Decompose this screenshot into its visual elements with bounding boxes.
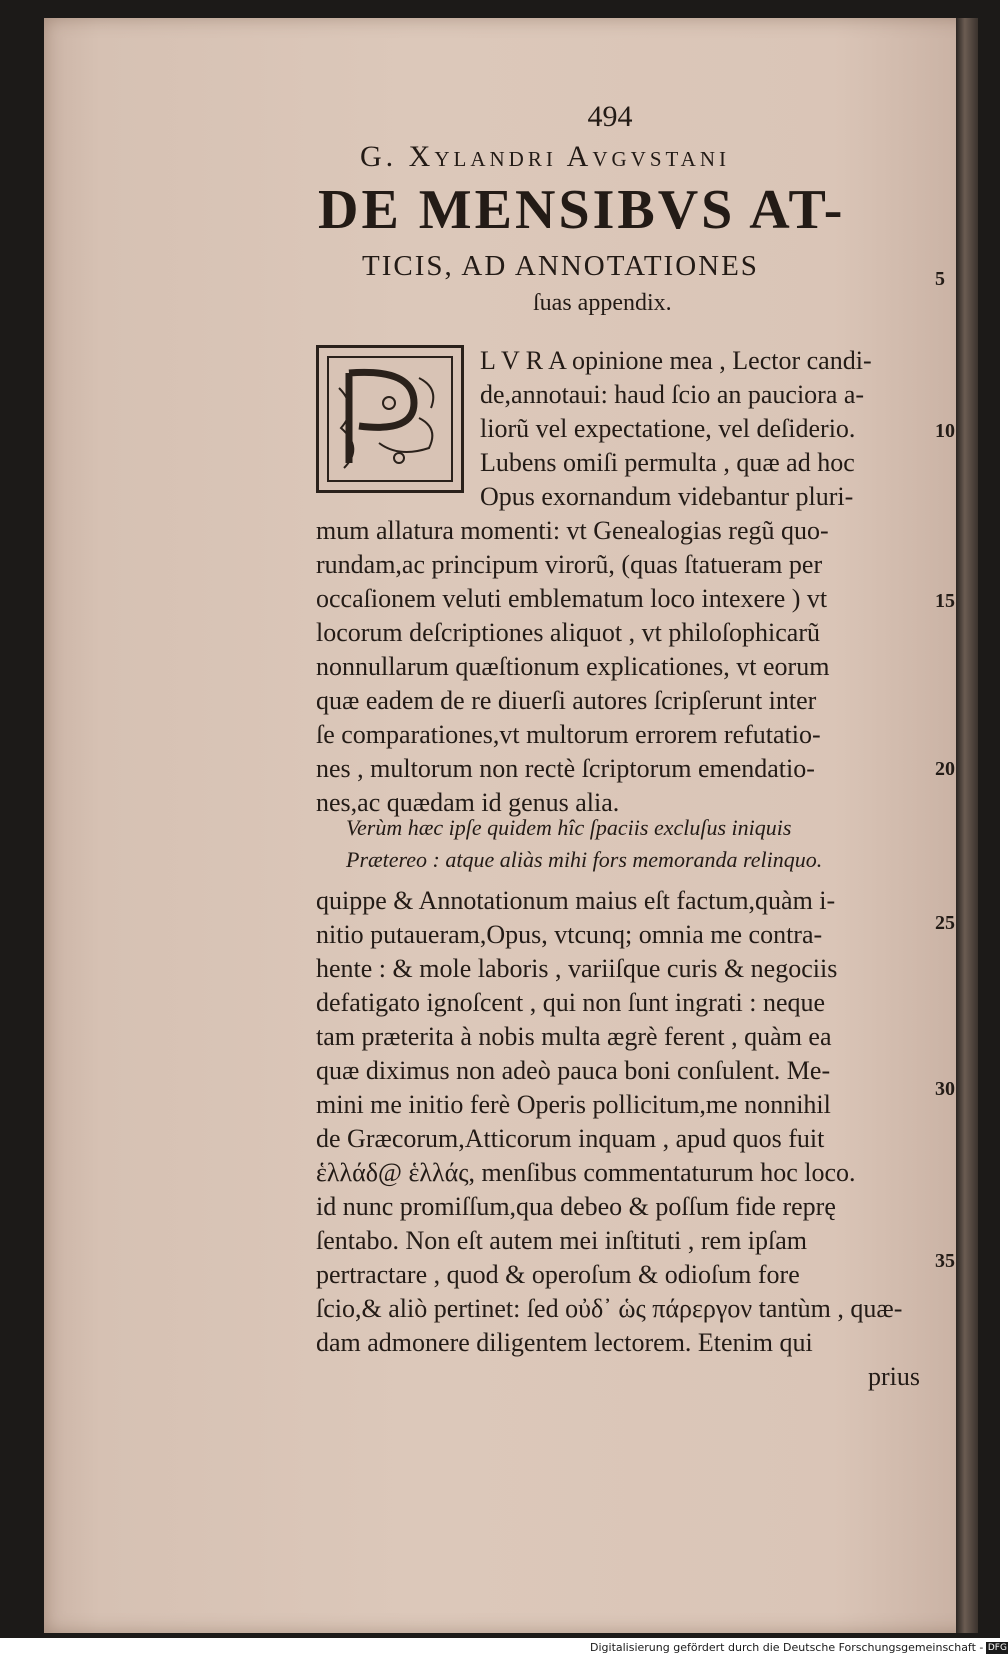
text-line: mini me initio ferè Operis pollicitum,me nonnihil: [316, 1090, 831, 1119]
text-line: pertractare , quod & operoſum & odioſum fore: [316, 1260, 800, 1289]
text-line: Lubens omiſi permulta , quæ ad hoc: [480, 448, 855, 477]
text-line: hente : & mole laboris , variiſque curis & negociis: [316, 954, 838, 983]
text-line: mum allatura momenti: vt Genealogias regũ quo-: [316, 516, 829, 545]
text-line: ſcio,& aliò pertinet: ſed οὐδ᾽ ὡς πάρεργον tantùm , quæ-: [316, 1294, 903, 1323]
credit-text: Digitalisierung gefördert durch die Deutsche Forschungsgemeinschaft -: [590, 1641, 984, 1654]
dfg-logo-icon: DFG: [987, 1643, 1007, 1653]
line-number: 10: [935, 420, 955, 442]
text-line: Opus exornandum videbantur pluri-: [480, 482, 854, 511]
line-number: 5: [935, 268, 945, 290]
title-line: ſuas appendix.: [533, 290, 672, 316]
text-line: de Græcorum,Atticorum inquam , apud quos fuit: [316, 1124, 825, 1153]
catchword: prius: [868, 1362, 920, 1391]
title-line: DE MENSIBVS AT-: [318, 179, 846, 241]
text-line: rundam,ac principum virorũ, (quas ſtatueram per: [316, 550, 823, 579]
text-line: ſe comparationes,vt multorum errorem refutatio-: [316, 720, 821, 749]
line-number: 20: [935, 758, 955, 780]
text-line: quæ diximus non adeò pauca boni conſulent. Me-: [316, 1056, 831, 1085]
text-line: quæ eadem de re diuerſi autores ſcripſerunt inter: [316, 686, 817, 715]
text-line: nonnullarum quæſtionum explicationes, vt eorum: [316, 652, 830, 681]
digitization-credit: [590, 1640, 1007, 1656]
title-line: TICIS, AD ANNOTATIONES: [362, 250, 759, 282]
line-number: 35: [935, 1250, 955, 1272]
line-number: 15: [935, 590, 955, 612]
verse-line: Verùm hæc ipſe quidem hîc ſpaciis excluſus iniquis: [346, 815, 792, 840]
text-line: nes,ac quædam id genus alia.: [316, 788, 620, 817]
text-line: quippe & Annotationum maius eſt factum,quàm i-: [316, 886, 836, 915]
line-number: 30: [935, 1078, 955, 1100]
text-line: L V R A opinione mea , Lector candi-: [480, 346, 872, 375]
text-line: liorũ vel expectatione, vel deſiderio.: [480, 414, 856, 443]
text-line: tam præterita à nobis multa ægrè ferent , quàm ea: [316, 1022, 832, 1051]
text-line: defatigato ignoſcent , qui non ſunt ingrati : neque: [316, 988, 826, 1017]
line-number: 25: [935, 912, 955, 934]
text-line: nes , multorum non rectè ſcriptorum emendatio-: [316, 754, 815, 783]
page-number: 494: [587, 100, 633, 133]
verse-line: Prætereo : atque aliàs mihi fors memoranda relinquo.: [346, 847, 823, 872]
text-line: dam admonere diligentem lectorem. Etenim qui: [316, 1328, 813, 1357]
text-line: locorum deſcriptiones aliquot , vt philoſophicarũ: [316, 618, 821, 647]
text-line: ſentabo. Non eſt autem mei inſtituti , rem ipſam: [316, 1226, 808, 1255]
text-line: occaſionem veluti emblematum loco intexere ) vt: [316, 584, 828, 613]
text-line: de,annotaui: haud ſcio an pauciora a-: [480, 380, 865, 409]
text-line: nitio putaueram,Opus, vtcunq; omnia me contra-: [316, 920, 823, 949]
book-edge: [956, 18, 978, 1633]
text-line: ἑλλάδ@ ἑλλάς, menſibus commentaturum hoc loco.: [316, 1158, 856, 1187]
author-line: G. Xylandri Avgvstani: [360, 140, 730, 173]
ornament-icon: [319, 348, 461, 490]
decorated-initial: [316, 345, 464, 493]
text-line: id nunc promiſſum,qua debeo & poſſum fide reprę: [316, 1192, 836, 1221]
